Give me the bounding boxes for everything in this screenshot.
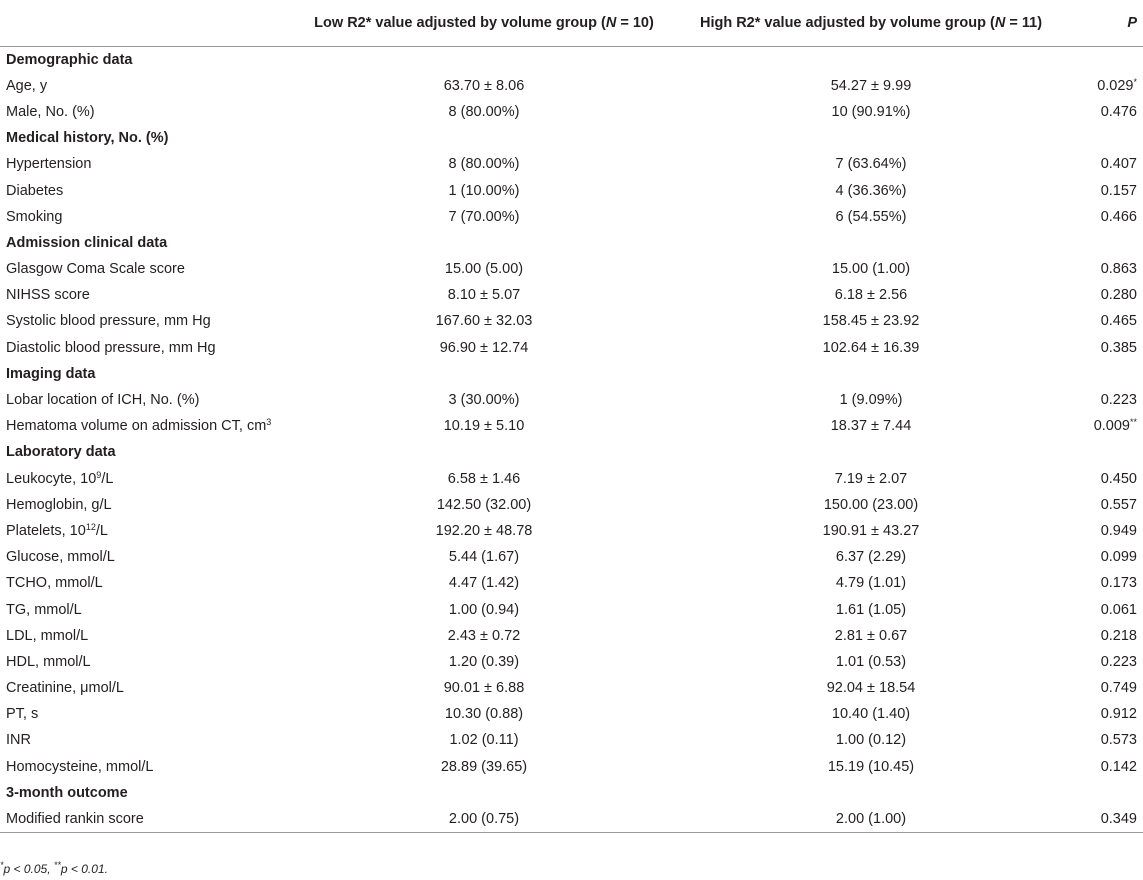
high-group-value: 1.61 (1.05) xyxy=(835,601,907,618)
p-value-text: 0.061 xyxy=(1100,601,1137,618)
low-group-value: 96.90 ± 12.74 xyxy=(439,339,529,356)
header-low-group: Low R2* value adjusted by volume group (N = 10) xyxy=(298,0,670,47)
table-row xyxy=(0,99,1143,125)
p-value-text: 0.407 xyxy=(1100,156,1137,173)
row-label-text: NIHSS score xyxy=(6,287,90,304)
row-label-text: Platelets, 10 xyxy=(6,522,86,539)
p-value-text: 0.223 xyxy=(1100,392,1137,409)
row-label-text: Age, y xyxy=(6,77,48,94)
p-value xyxy=(1072,73,1143,99)
low-group-value: 167.60 ± 32.03 xyxy=(435,313,533,330)
high-group-value: 4.79 (1.01) xyxy=(835,575,907,592)
p-value xyxy=(1072,596,1143,622)
row-label xyxy=(0,623,298,649)
table-row xyxy=(0,256,1143,282)
high-group-value: 2.81 ± 0.67 xyxy=(834,627,908,644)
p-value xyxy=(1072,99,1143,125)
p-value-text: 0.385 xyxy=(1100,339,1137,356)
high-group-value: 1.00 (0.12) xyxy=(835,732,907,749)
row-label xyxy=(0,308,298,334)
low-group-value: 10.19 ± 5.10 xyxy=(443,418,525,435)
high-group-value: 6.18 ± 2.56 xyxy=(834,287,908,304)
section-heading: Laboratory data xyxy=(6,444,116,461)
p-value xyxy=(1072,492,1143,518)
p-value xyxy=(1072,649,1143,675)
section-heading: Admission clinical data xyxy=(6,234,168,251)
p-value xyxy=(1072,544,1143,570)
section-heading: Demographic data xyxy=(6,51,133,68)
low-group-value: 5.44 (1.67) xyxy=(448,549,520,566)
low-group-value: 1.20 (0.39) xyxy=(448,653,520,670)
table-body xyxy=(0,47,1143,833)
row-label-text: Creatinine, μmol/L xyxy=(6,680,124,697)
row-label-text: PT, s xyxy=(6,706,39,723)
row-label xyxy=(0,99,298,125)
low-group-value: 1.02 (0.11) xyxy=(449,732,519,749)
low-group-value: 2.00 (0.75) xyxy=(298,806,670,832)
p-value-text: 0.949 xyxy=(1100,522,1137,539)
row-label-text: Hemoglobin, g/L xyxy=(6,496,112,513)
row-label-text: Modified rankin score xyxy=(6,810,144,827)
p-value-text: 0.863 xyxy=(1100,261,1137,278)
row-label-text: Systolic blood pressure, mm Hg xyxy=(6,313,211,330)
row-label-superscript: 3 xyxy=(266,417,272,428)
row-label xyxy=(0,466,298,492)
p-value-text: 0.912 xyxy=(1100,706,1137,723)
p-value xyxy=(1072,675,1143,701)
row-label-superscript: 12 xyxy=(85,521,96,532)
high-group-value: 150.00 (23.00) xyxy=(823,496,919,513)
p-value-text: 0.142 xyxy=(1100,758,1137,775)
table-row xyxy=(0,335,1143,361)
p-value xyxy=(1072,518,1143,544)
table-row xyxy=(0,596,1143,622)
p-value-text: 0.573 xyxy=(1100,732,1137,749)
row-label xyxy=(0,177,298,203)
high-group-value: 15.00 (1.00) xyxy=(831,261,911,278)
section-row xyxy=(0,439,1143,465)
p-value xyxy=(1072,570,1143,596)
table-row xyxy=(0,492,1143,518)
row-label xyxy=(0,256,298,282)
p-value xyxy=(1072,256,1143,282)
table-row xyxy=(0,701,1143,727)
high-group-value: 6 (54.55%) xyxy=(835,208,907,225)
row-label-suffix: /L xyxy=(101,470,114,487)
table-row xyxy=(0,73,1143,99)
section-heading: 3-month outcome xyxy=(6,784,128,801)
low-group-value: 1.00 (0.94) xyxy=(448,601,520,618)
row-label xyxy=(0,649,298,675)
section-row xyxy=(0,125,1143,151)
header-row xyxy=(0,0,1143,47)
row-label-text: Smoking xyxy=(6,208,63,225)
row-label xyxy=(0,335,298,361)
row-label-suffix: /L xyxy=(95,522,108,539)
table-row xyxy=(0,308,1143,334)
row-label-text: LDL, mmol/L xyxy=(6,627,89,644)
high-group-value: 6.37 (2.29) xyxy=(835,549,907,566)
high-group-value: 92.04 ± 18.54 xyxy=(826,680,916,697)
row-label-text: Lobar location of ICH, No. (%) xyxy=(6,392,200,409)
high-group-value: 102.64 ± 16.39 xyxy=(822,339,920,356)
section-heading: Medical history, No. (%) xyxy=(6,130,169,147)
table-row xyxy=(0,570,1143,596)
low-group-value: 8 (80.00%) xyxy=(448,103,520,120)
row-label-text: TCHO, mmol/L xyxy=(6,575,103,592)
high-group-value: 158.45 ± 23.92 xyxy=(822,313,920,330)
table-row xyxy=(0,282,1143,308)
table-row xyxy=(0,151,1143,177)
section-row xyxy=(0,47,1143,73)
p-value-text: 0.450 xyxy=(1100,470,1137,487)
row-label xyxy=(0,204,298,230)
high-group-value: 2.00 (1.00) xyxy=(670,806,1072,832)
low-group-value: 192.20 ± 48.78 xyxy=(435,522,533,539)
low-group-value: 1 (10.00%) xyxy=(448,182,520,199)
row-label-text: Diabetes xyxy=(6,182,64,199)
p-value-text: 0.218 xyxy=(1100,627,1137,644)
high-group-value: 1.01 (0.53) xyxy=(835,653,907,670)
high-group-value: 15.19 (10.45) xyxy=(827,758,915,775)
table-row xyxy=(0,649,1143,675)
table-row xyxy=(0,623,1143,649)
p-value-text: 0.029 xyxy=(1097,77,1134,94)
row-label xyxy=(0,413,298,439)
table-row xyxy=(0,413,1143,439)
section-row xyxy=(0,361,1143,387)
row-label xyxy=(0,151,298,177)
low-group-value: 2.43 ± 0.72 xyxy=(447,627,521,644)
low-group-value: 6.58 ± 1.46 xyxy=(447,470,521,487)
significance-marker: * xyxy=(1133,76,1137,87)
p-value-text: 0.349 xyxy=(1100,810,1137,827)
high-group-value: 190.91 ± 43.27 xyxy=(822,522,920,539)
low-group-value: 7 (70.00%) xyxy=(448,208,520,225)
header-high-group: High R2* value adjusted by volume group (N = 11) xyxy=(670,0,1072,47)
p-value-text: 0.009 xyxy=(1093,418,1130,435)
section-heading: Imaging data xyxy=(6,365,96,382)
p-value-text: 0.749 xyxy=(1100,680,1137,697)
table-row xyxy=(0,518,1143,544)
p-value-text: 0.280 xyxy=(1100,287,1137,304)
table-row xyxy=(0,806,1143,832)
low-group-value: 90.01 ± 6.88 xyxy=(443,680,525,697)
row-label xyxy=(0,282,298,308)
low-group-value: 15.00 (5.00) xyxy=(444,261,524,278)
high-group-value: 10 (90.91%) xyxy=(831,103,911,120)
table-row xyxy=(0,177,1143,203)
p-value-text: 0.557 xyxy=(1100,496,1137,513)
p-value-text: 0.466 xyxy=(1100,208,1137,225)
p-value xyxy=(1072,177,1143,203)
low-group-value: 63.70 ± 8.06 xyxy=(443,77,525,94)
row-label-text: Male, No. (%) xyxy=(6,103,95,120)
header-p-value: P xyxy=(1072,0,1143,47)
row-label xyxy=(0,518,298,544)
row-label-text: Glucose, mmol/L xyxy=(6,549,115,566)
row-label-superscript: 9 xyxy=(96,469,102,480)
section-row xyxy=(0,780,1143,806)
row-label-text: Homocysteine, mmol/L xyxy=(6,758,154,775)
p-value-text: 0.157 xyxy=(1100,182,1137,199)
row-label xyxy=(0,727,298,753)
row-label-text: Hematoma volume on admission CT, cm xyxy=(6,418,267,435)
high-group-value: 7 (63.64%) xyxy=(835,156,907,173)
row-label xyxy=(0,754,298,780)
p-value xyxy=(1072,754,1143,780)
p-value-text: 0.465 xyxy=(1100,313,1137,330)
high-group-value: 7.19 ± 2.07 xyxy=(834,470,908,487)
p-value xyxy=(1072,806,1143,832)
table-row xyxy=(0,387,1143,413)
p-value-text: 0.476 xyxy=(1100,103,1137,120)
p-value-text: 0.099 xyxy=(1100,549,1137,566)
low-group-value: 10.30 (0.88) xyxy=(444,706,524,723)
row-label xyxy=(0,701,298,727)
row-label xyxy=(0,544,298,570)
row-label-text: TG, mmol/L xyxy=(6,601,82,618)
row-label-text: Diastolic blood pressure, mm Hg xyxy=(6,339,216,356)
significance-marker: ** xyxy=(1129,417,1137,428)
p-value xyxy=(1072,387,1143,413)
section-row xyxy=(0,230,1143,256)
row-label-text: INR xyxy=(6,732,31,749)
row-label xyxy=(0,387,298,413)
row-label xyxy=(0,596,298,622)
table-row xyxy=(0,727,1143,753)
row-label-text: Hypertension xyxy=(6,156,92,173)
header-variable xyxy=(0,0,298,47)
low-group-value: 142.50 (32.00) xyxy=(436,496,532,513)
p-value xyxy=(1072,308,1143,334)
p-value-text: 0.223 xyxy=(1100,653,1137,670)
low-group-value: 8 (80.00%) xyxy=(448,156,520,173)
p-value xyxy=(1072,623,1143,649)
p-value xyxy=(1072,466,1143,492)
high-group-value: 10.40 (1.40) xyxy=(831,706,911,723)
high-group-value: 18.37 ± 7.44 xyxy=(830,418,912,435)
row-label xyxy=(0,492,298,518)
table-row xyxy=(0,544,1143,570)
row-label xyxy=(0,570,298,596)
p-value xyxy=(1072,413,1143,439)
table-row xyxy=(0,754,1143,780)
row-label-text: Leukocyte, 10 xyxy=(6,470,97,487)
low-group-value: 28.89 (39.65) xyxy=(440,758,528,775)
high-group-value: 54.27 ± 9.99 xyxy=(830,77,912,94)
p-value xyxy=(1072,701,1143,727)
high-group-value: 1 (9.09%) xyxy=(839,392,903,409)
high-group-value: 4 (36.36%) xyxy=(835,182,907,199)
p-value xyxy=(1072,335,1143,361)
table-row xyxy=(0,675,1143,701)
p-value xyxy=(1072,204,1143,230)
low-group-value: 3 (30.00%) xyxy=(448,392,520,409)
p-value xyxy=(1072,282,1143,308)
table-footnote: *p < 0.05, **p < 0.01. xyxy=(0,860,108,876)
row-label xyxy=(0,73,298,99)
table-row xyxy=(0,204,1143,230)
p-value xyxy=(1072,151,1143,177)
row-label-text: HDL, mmol/L xyxy=(6,653,91,670)
table-row xyxy=(0,466,1143,492)
low-group-value: 4.47 (1.42) xyxy=(448,575,520,592)
row-label xyxy=(0,675,298,701)
row-label-text: Glasgow Coma Scale score xyxy=(6,261,185,278)
low-group-value: 8.10 ± 5.07 xyxy=(447,287,521,304)
table-header xyxy=(0,0,1143,47)
p-value xyxy=(1072,727,1143,753)
row-label xyxy=(0,806,298,832)
p-value-text: 0.173 xyxy=(1100,575,1137,592)
